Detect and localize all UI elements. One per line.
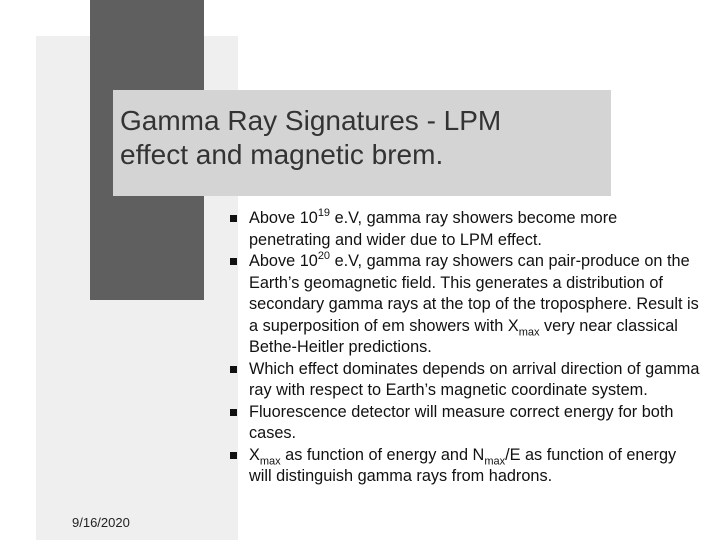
- square-bullet-icon: [230, 215, 237, 222]
- square-bullet-icon: [230, 258, 237, 265]
- slide-date: 9/16/2020: [72, 515, 130, 530]
- title-line-2: effect and magnetic brem.: [120, 139, 444, 170]
- bullet-list: [230, 208, 700, 488]
- square-bullet-icon: [230, 366, 237, 373]
- square-bullet-icon: [230, 452, 237, 459]
- title-line-1: Gamma Ray Signatures - LPM: [120, 105, 502, 136]
- slide-title: [120, 104, 600, 172]
- bullet-item: Above $10^{19}$ e.V, gamma ray showers become more penetrating and wider due to LPM effect.: [230, 208, 700, 251]
- bullet-item: $X_{max}$ as function of energy and $N_{max}/E$ as function of energy will distinguish gamma rays from hadrons.: [230, 445, 700, 488]
- square-bullet-icon: [230, 409, 237, 416]
- bullet-item: Fluorescence detector will measure correct energy for both cases.: [230, 402, 700, 445]
- bullet-item: Which effect dominates depends on arrival direction of gamma ray with respect to Earth’s magnetic coordinate system.: [230, 359, 700, 402]
- bullet-item: Above $10^{20}$ e.V, gamma ray showers can pair-produce on the Earth’s geomagnetic field. This generates a distribution of secondary gamma rays at the top of the troposphere. Result is a superposition of em showers with $X_{max}$ very near classical Bethe-Heitler predictions.: [230, 251, 700, 359]
